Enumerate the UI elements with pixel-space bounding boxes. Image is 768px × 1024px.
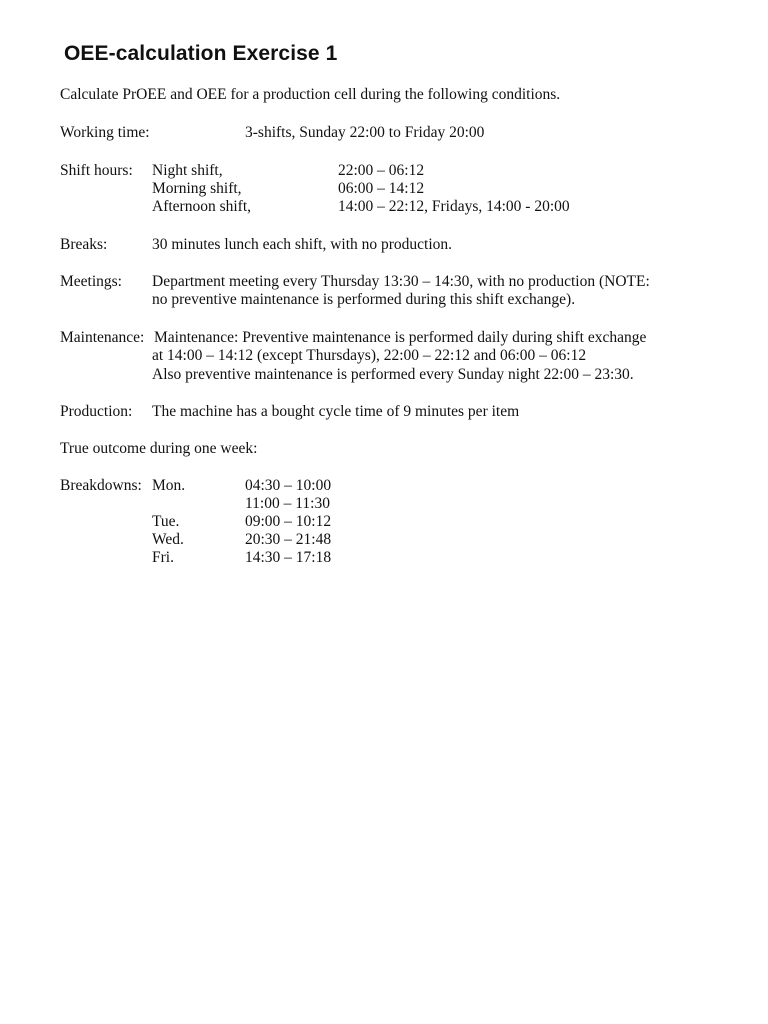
breakdown-day: Tue. [152, 513, 180, 530]
working-time-label: Working time: [60, 124, 150, 141]
shift-time-night: 22:00 – 06:12 [338, 162, 425, 179]
maintenance-line: Maintenance: Preventive maintenance is performed daily during shift exchange [154, 329, 647, 346]
production-label: Production: [60, 403, 133, 420]
breakdown-time: 04:30 – 10:00 [245, 477, 332, 494]
maintenance-line: at 14:00 – 14:12 (except Thursdays), 22:00 – 22:12 and 06:00 – 06:12 [152, 347, 587, 364]
meetings-line: Department meeting every Thursday 13:30 – 14:30, with no production (NOTE: [152, 273, 650, 290]
breakdown-time: 09:00 – 10:12 [245, 513, 332, 530]
shift-time-morning: 06:00 – 14:12 [338, 180, 425, 197]
shift-name-night: Night shift, [152, 162, 223, 179]
breakdown-day: Wed. [152, 531, 184, 548]
intro-text: Calculate PrOEE and OEE for a production cell during the following conditions. [60, 86, 561, 103]
true-outcome-heading: True outcome during one week: [60, 440, 258, 457]
meetings-label: Meetings: [60, 273, 122, 290]
breakdown-time: 20:30 – 21:48 [245, 531, 332, 548]
shift-name-morning: Morning shift, [152, 180, 242, 197]
shift-name-afternoon: Afternoon shift, [152, 198, 252, 215]
breakdowns-label: Breakdowns: [60, 477, 142, 494]
maintenance-line: Also preventive maintenance is performed every Sunday night 22:00 – 23:30. [152, 366, 634, 383]
maintenance-label: Maintenance: [60, 329, 145, 346]
shift-hours-label: Shift hours: [60, 162, 133, 179]
breaks-value: 30 minutes lunch each shift, with no production. [152, 236, 453, 253]
working-time-value: 3-shifts, Sunday 22:00 to Friday 20:00 [245, 124, 485, 141]
breaks-label: Breaks: [60, 236, 108, 253]
production-value: The machine has a bought cycle time of 9 minutes per item [152, 403, 520, 420]
shift-time-afternoon: 14:00 – 22:12, Fridays, 14:00 - 20:00 [338, 198, 570, 215]
breakdown-day: Fri. [152, 549, 174, 566]
breakdown-day: Mon. [152, 477, 186, 494]
meetings-line: no preventive maintenance is performed during this shift exchange). [152, 291, 576, 308]
breakdown-time: 14:30 – 17:18 [245, 549, 332, 566]
breakdown-time: 11:00 – 11:30 [245, 495, 330, 512]
page-title: OEE-calculation Exercise 1 [64, 42, 338, 65]
